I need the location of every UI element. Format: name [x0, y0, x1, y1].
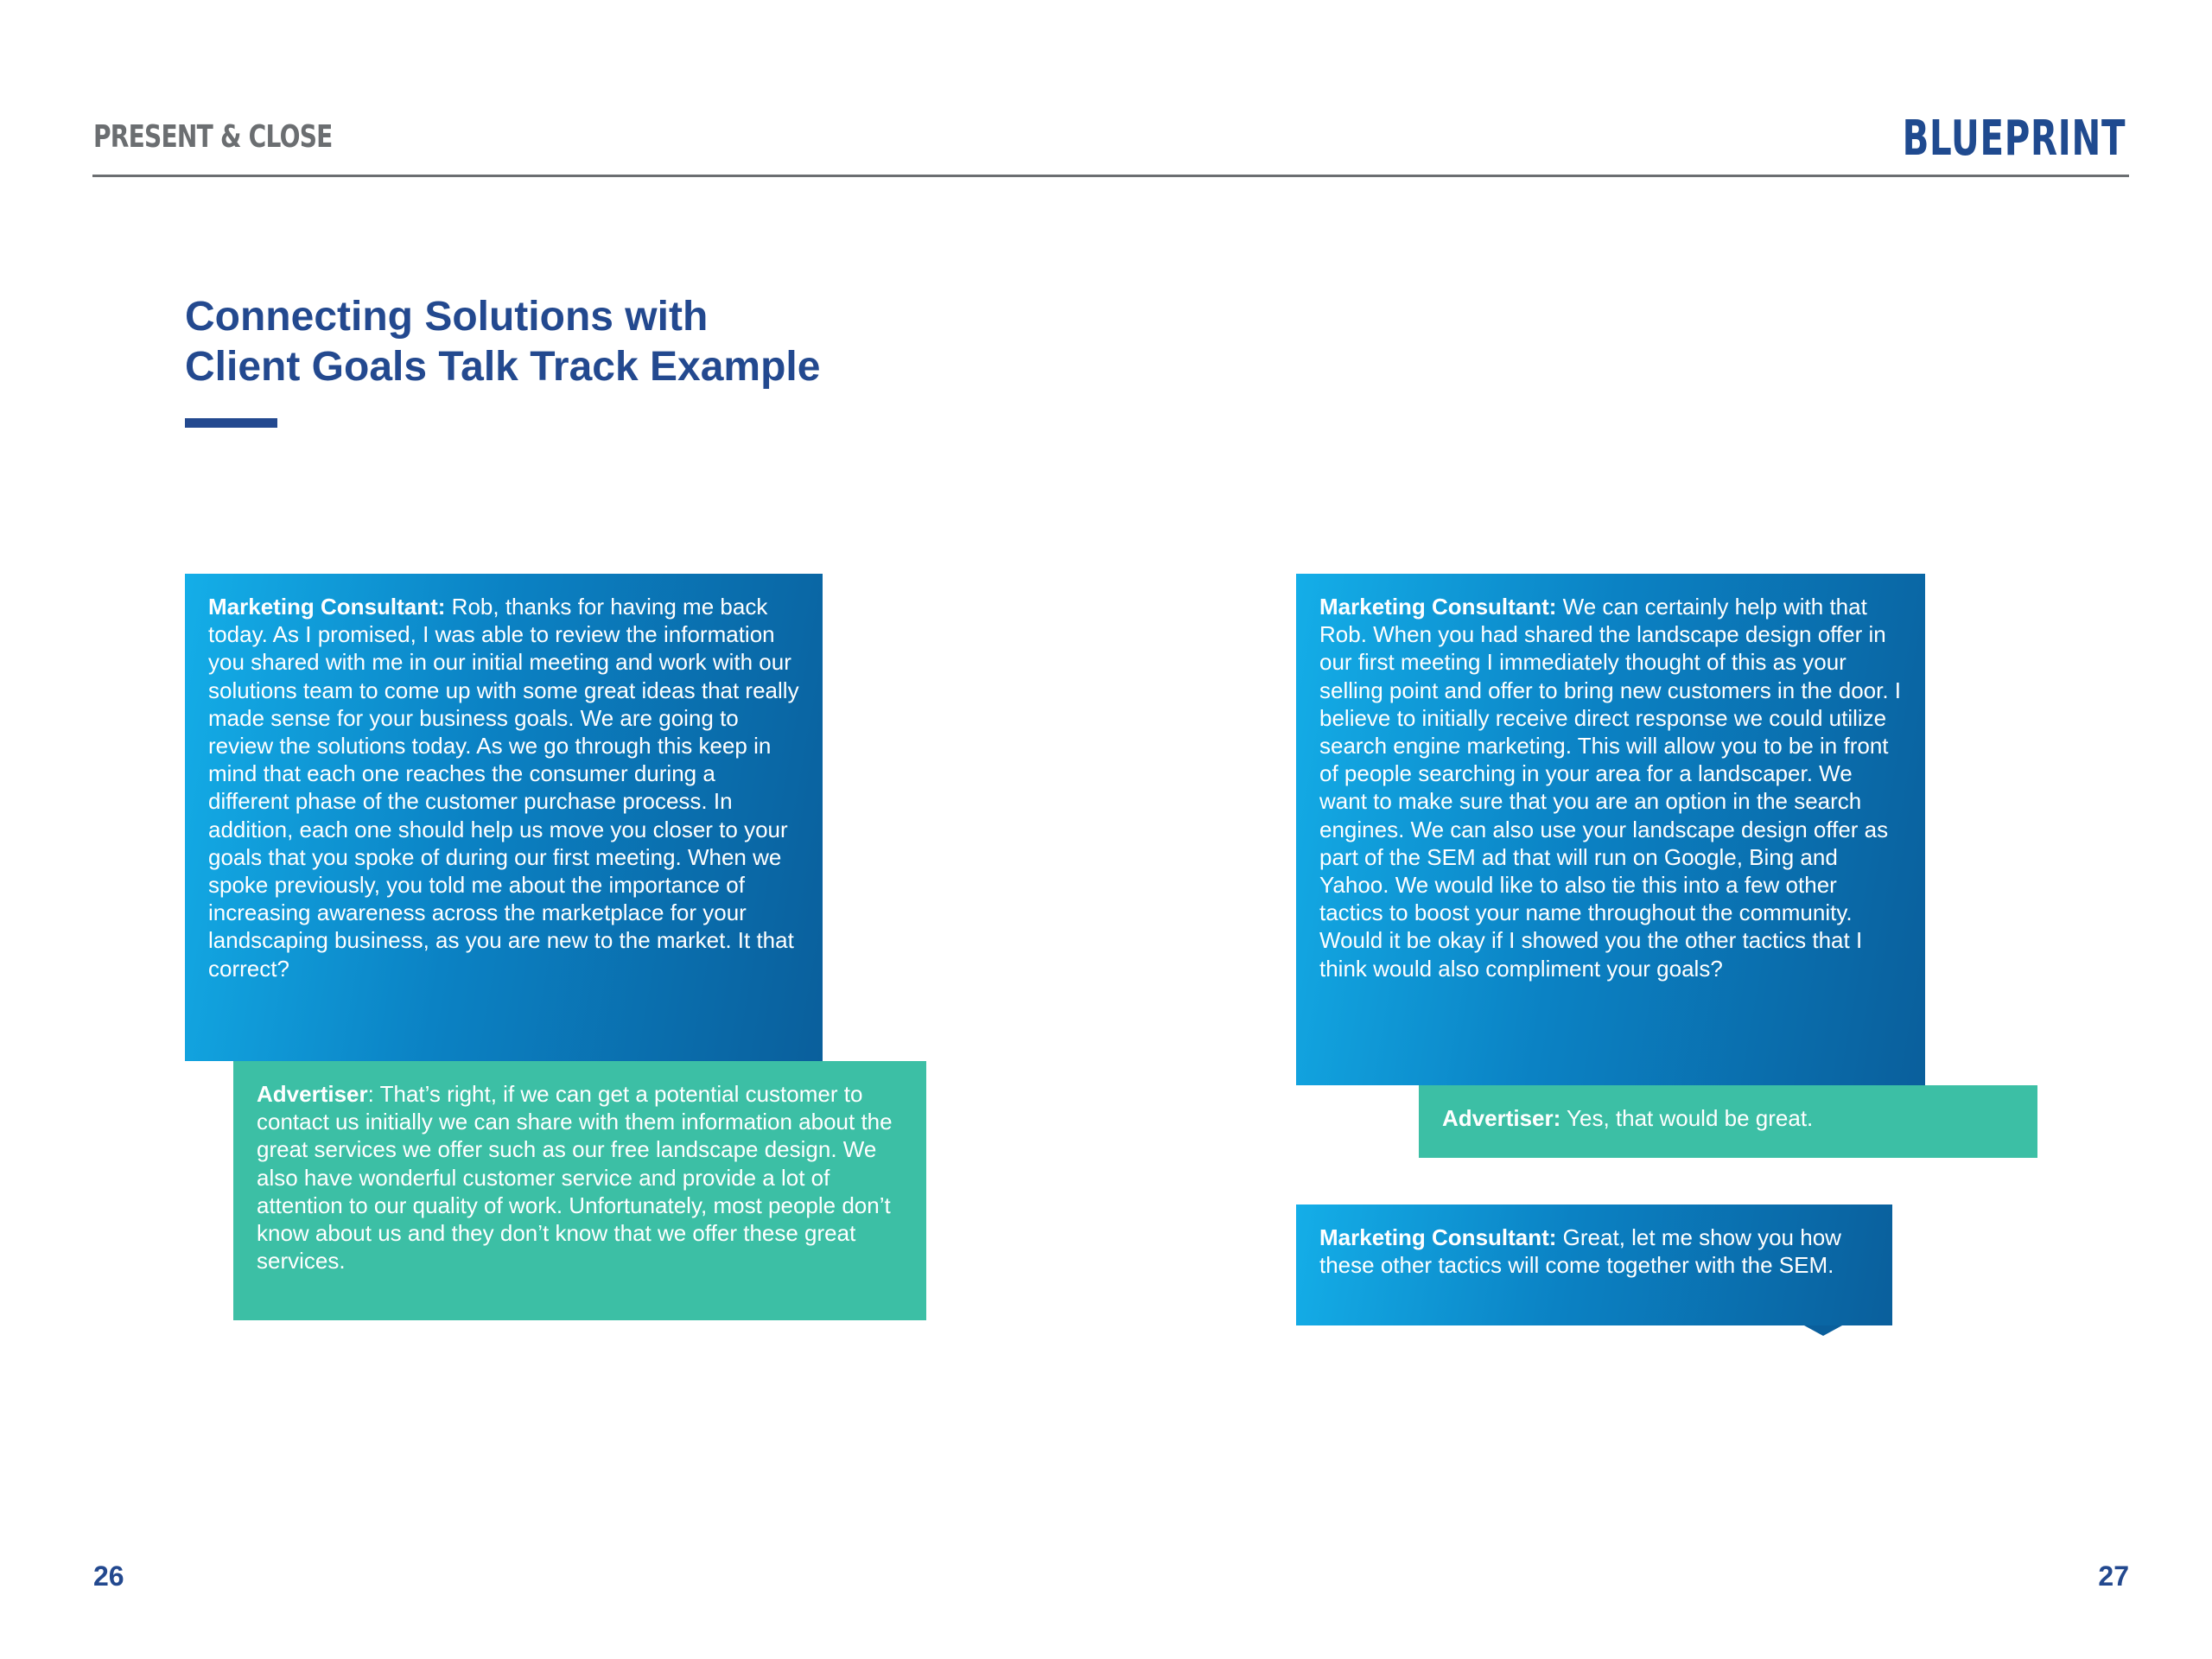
- bubble-text: : That’s right, if we can get a potential customer to contact us initially we can share with them information about the great services we offer such as our free landscape design. We also have wonderful customer service and provide a lot of attention to our quality of work. Unfortunately, most people don’t know about us and they don’t know that we offer these great services.: [257, 1081, 893, 1274]
- section-label: PRESENT & CLOSE: [93, 119, 333, 155]
- bubble-text: Rob, thanks for having me back today. As I promised, I was able to review the information you shared with me in our initial meeting and work with our solutions team to come up with some great ideas that really made sense for your business goals. We are going to review the solutions today. As we go through this keep in mind that each one reaches the consumer during a different phase of the customer purchase process. In addition, each one should help us move you closer to your goals that you spoke of during our first meeting. When we spoke previously, you told me about the importance of increasing awareness across the marketplace for your landscaping business, as you are new to the market. It that correct?: [208, 594, 799, 982]
- speaker-label: Marketing Consultant:: [1319, 594, 1557, 620]
- page-title-line-2: Client Goals Talk Track Example: [185, 344, 821, 390]
- speaker-label: Marketing Consultant:: [1319, 1224, 1557, 1250]
- speaker-label: Advertiser:: [1442, 1105, 1561, 1131]
- title-accent-bar: [185, 418, 277, 428]
- speaker-label: Marketing Consultant:: [208, 594, 446, 620]
- page-title-line-1: Connecting Solutions with: [185, 294, 709, 340]
- page-title: [185, 292, 820, 392]
- page-number-right: 27: [2098, 1560, 2129, 1592]
- brand-logo: BLUEPRINT: [1902, 111, 2126, 167]
- consultant-bubble-3: [1296, 1205, 1892, 1325]
- header-divider: [92, 175, 2129, 177]
- page-number-left: 26: [93, 1560, 124, 1592]
- bubble-text: Yes, that would be great.: [1560, 1105, 1814, 1131]
- consultant-bubble-3-tail: [1804, 1325, 1842, 1336]
- consultant-bubble-1: [185, 574, 823, 1061]
- bubble-text: Great, let me show you how these other tactics will come together with the SEM.: [1319, 1224, 1841, 1279]
- consultant-bubble-2: [1296, 574, 1925, 1085]
- bubble-text: We can certainly help with that Rob. When you had shared the landscape design offer in our first meeting I immediately thought of this as your selling point and offer to bring new customers in the door. I believe to initially receive direct response we could utilize search engine marketing. This will allow you to be in front of people searching in your area for a landscaper. We want to make sure that you are an option in the search engines. We can also use your landscape design offer as part of the SEM ad that will run on Google, Bing and Yahoo. We would like to also tie this into a few other tactics to boost your name throughout the community. Would it be okay if I showed you the other tactics that I think would also compliment your goals?: [1319, 594, 1902, 982]
- advertiser-bubble-2: [1419, 1085, 2037, 1158]
- speaker-label: Advertiser: [257, 1081, 368, 1107]
- advertiser-bubble-1: [233, 1061, 926, 1320]
